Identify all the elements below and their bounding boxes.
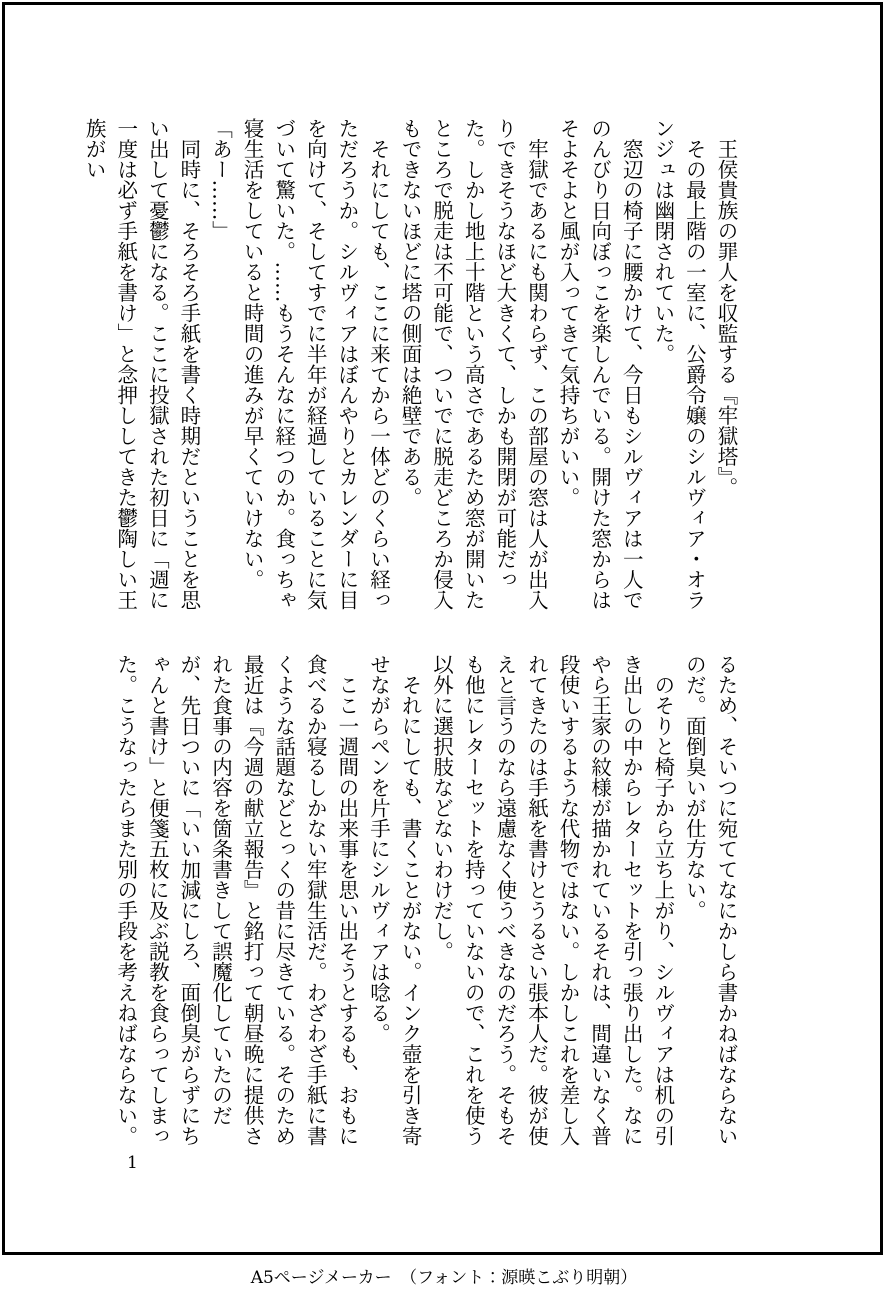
- paragraph: 王侯貴族の罪人を収監する『牢獄塔』。: [714, 118, 738, 498]
- paragraph: 同時に、そろそろ手紙を書く時期だということを思い出して憂鬱になる。ここに投獄された初日に「週に一度は必ず手紙を書け」と念押ししてきた鬱陶しい王族がい: [82, 118, 201, 610]
- paragraph: それにしても、ここに来てから一体どのくらい経っただろうか。シルヴィアはぼんやりとカレンダーに目を向けて、そしてすでに半年が経過していることに気づいて驚いた。……もうそんなに経つのか。食っちゃ寝生活をしていると時間の進みが早くていけない。: [240, 118, 391, 610]
- paragraph: それにしても、書くことがない。インク壺を引き寄せながらペンを片手にシルヴィアは唸る。: [366, 654, 423, 1146]
- paragraph: 牢獄であるにも関わらず、この部屋の窓は人が出入りできそうなほど大きくて、しかも開閉が可能だった。しかし地上十階という高さであるため窓が開いたところで脱走は不可能で、ついでに脱走どころか侵入もできないほどに塔の側面は絶壁である。: [398, 118, 549, 610]
- page-border-frame: [2, 2, 883, 1255]
- footer-caption: A5ページメーカー （フォント：源暎こぶり明朝）: [250, 1268, 638, 1288]
- vertical-text-block-top: [78, 118, 741, 610]
- paragraph: その最上階の一室に、公爵令嬢のシルヴィア・オランジュは幽閉されていた。: [650, 118, 707, 610]
- paragraph: 「あー……」: [208, 118, 233, 241]
- paragraph: ここ一週間の出来事を思い出そうとするも、おもに食べるか寝るしかない牢獄生活だ。わざわざ手紙に書くような話題などとっくの昔に尽きている。そのため最近は『今週の献立報告』と銘打って朝昼晩に提供された食事の内容を箇条書きして誤魔化していたのだが、先日ついに「いい加減にしろ、面倒臭がらずにちゃんと書け」と便箋五枚に及ぶ説教を食らってしまった。こうなったらまた別の手段を考えねばならない。: [113, 654, 359, 1146]
- vertical-text-block-bottom: [109, 654, 741, 1146]
- paragraph: るため、そいつに宛ててなにかしら書かねばならないのだ。面倒臭いが仕方ない。: [682, 654, 738, 1146]
- page-number: 1: [127, 1153, 138, 1173]
- paragraph: のそりと椅子から立ち上がり、シルヴィアは机の引き出しの中からレターセットを引っ張り出した。なにやら王家の紋様が描かれているそれは、間違いなく普段使いするような代物ではない。しかしこれを差し入れてきたのは手紙を書けとうるさい張本人だ。彼が使えと言うのなら遠慮なく使うべきなのだろう。そもそも他にレターセットを持っていないので、これを使う以外に選択肢などないわけだし。: [429, 654, 675, 1146]
- paragraph: 窓辺の椅子に腰かけて、今日もシルヴィアは一人でのんびり日向ぼっこを楽しんでいる。開けた窓からはそよそよと風が入ってきて気持ちがいい。: [556, 118, 644, 610]
